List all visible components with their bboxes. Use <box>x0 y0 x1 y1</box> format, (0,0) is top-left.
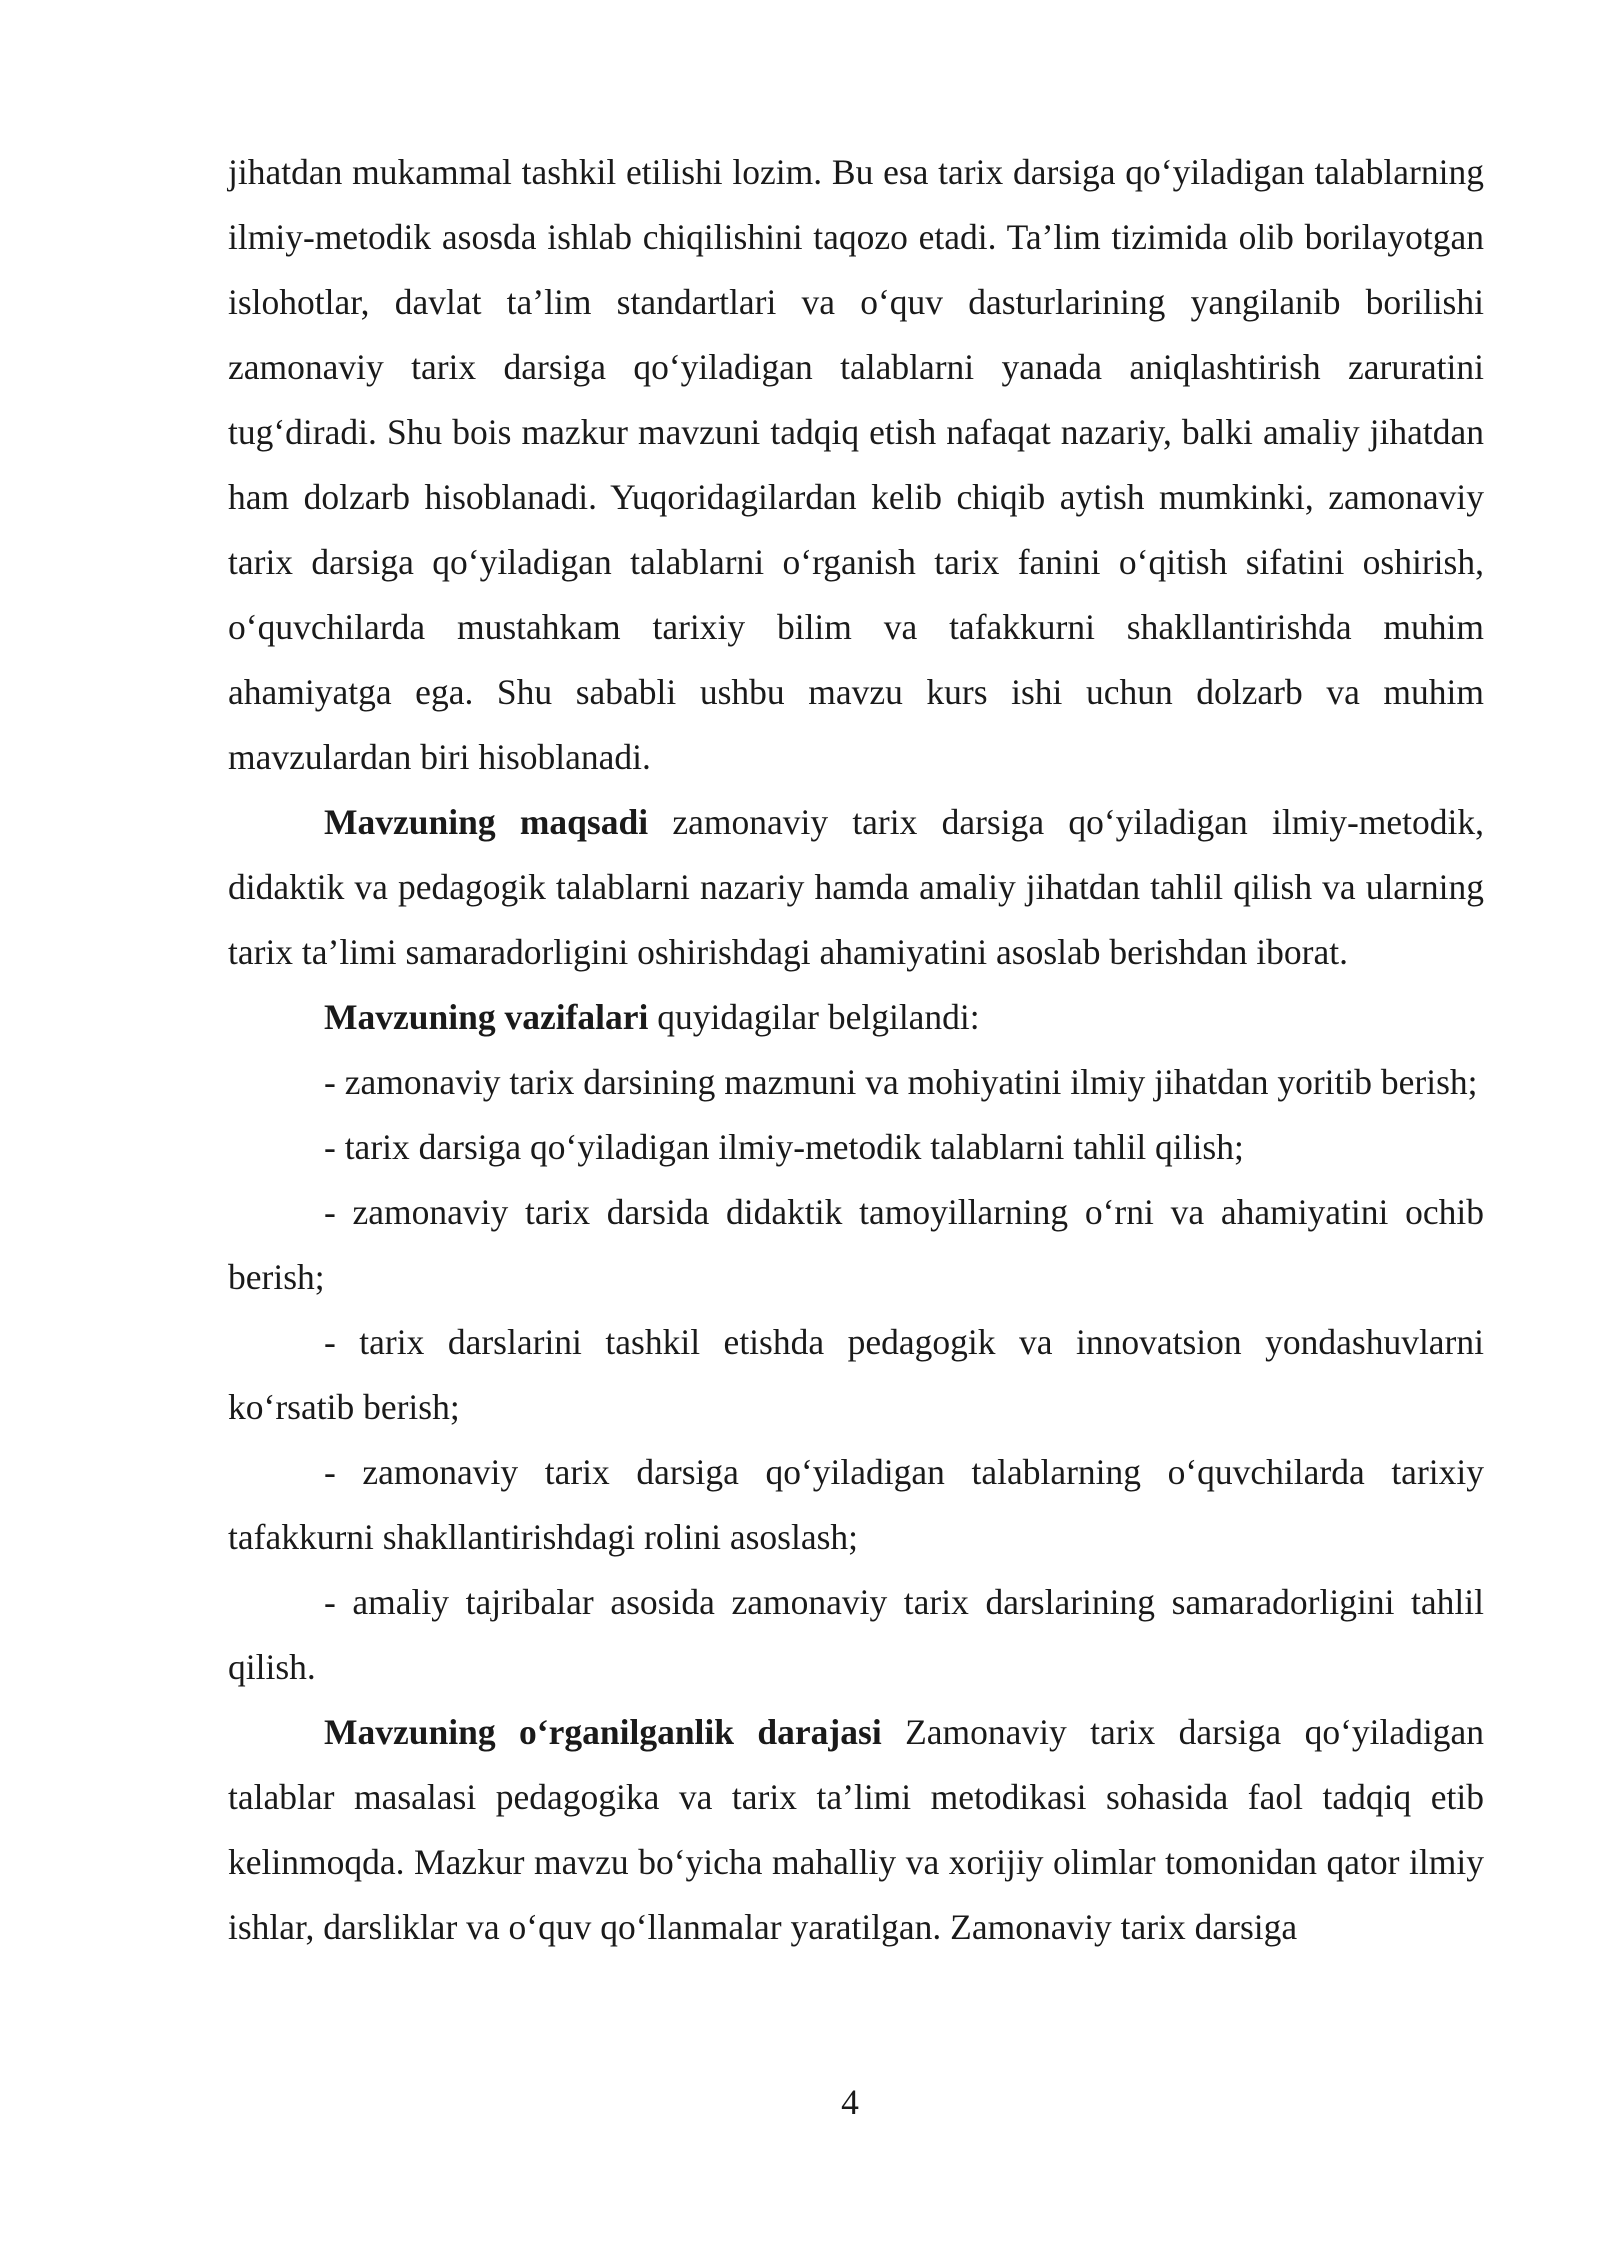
tasks-paragraph <box>228 985 1484 1050</box>
task-item: - zamonaviy tarix darsining mazmuni va mohiyatini ilmiy jihatdan yoritib berish; <box>324 1062 1478 1102</box>
study-level-text: Zamonaviy tarix darsiga qo‘yiladigan talablar masalasi pedagogika va tarix ta’limi metodikasi sohasida faol tadqiq etib kelinmoqda. Mazkur mavzu bo‘yicha mahalliy va xorijiy olimlar tomonidan qator ilmiy ishlar, darsliklar va o‘quv qo‘llanmalar yaratilgan. Zamonaviy tarix darsiga <box>228 1712 1484 1947</box>
goal-paragraph <box>228 790 1484 985</box>
task-item: - tarix darslarini tashkil etishda pedagogik va innovatsion yondashuvlarni ko‘rsatib berish; <box>228 1322 1484 1427</box>
goal-text: zamonaviy tarix darsiga qo‘yiladigan ilmiy-metodik, didaktik va pedagogik talablarni nazariy hamda amaliy jihatdan tahlil qilish va ularning tarix ta’limi samaradorligini oshirishdagi ahamiyatini asoslab berishdan iborat. <box>228 802 1485 972</box>
goal-heading: Mavzuning maqsadi <box>324 802 649 842</box>
tasks-heading: Mavzuning vazifalari <box>324 997 649 1037</box>
task-item: - zamonaviy tarix darsiga qo‘yiladigan talablarning o‘quvchilarda tarixiy tafakkurni shakllantirishdagi rolini asoslash; <box>228 1452 1484 1557</box>
task-item: - amaliy tajribalar asosida zamonaviy tarix darslarining samaradorligini tahlil qilish. <box>228 1582 1484 1687</box>
task-item: - zamonaviy tarix darsida didaktik tamoyillarning o‘rni va ahamiyatini ochib berish; <box>228 1192 1484 1297</box>
page-number: 4 <box>841 2082 859 2122</box>
document-body <box>228 140 1484 1960</box>
task-item: - tarix darsiga qo‘yiladigan ilmiy-metodik talablarni tahlil qilish; <box>324 1127 1244 1167</box>
tasks-intro-text: quyidagilar belgilandi: <box>648 997 980 1037</box>
intro-paragraph: jihatdan mukammal tashkil etilishi lozim. Bu esa tarix darsiga qo‘yiladigan talablarning ilmiy-metodik asosda ishlab chiqilishini taqozo etadi. Ta’lim tizimida olib borilayotgan islohotlar, davlat ta’lim standartlari va o‘quv dasturlarining yangilanib borilishi zamonaviy tarix darsiga qo‘yiladigan talablarni yanada aniqlashtirish zaruratini tug‘diradi. Shu bois mazkur mavzuni tadqiq etish nafaqat nazariy, balki amaliy jihatdan ham dolzarb hisoblanadi. Yuqoridagilardan kelib chiqib aytish mumkinki, zamonaviy tarix darsiga qo‘yiladigan talablarni o‘rganish tarix fanini o‘qitish sifatini oshirish, o‘quvchilarda mustahkam tarixiy bilim va tafakkurni shakllantirishda muhim ahamiyatga ega. Shu sababli ushbu mavzu kurs ishi uchun dolzarb va muhim mavzulardan biri hisoblanadi. <box>228 152 1484 777</box>
study-level-heading: Mavzuning o‘rganilganlik darajasi <box>324 1712 882 1752</box>
study-level-paragraph <box>228 1700 1484 1960</box>
